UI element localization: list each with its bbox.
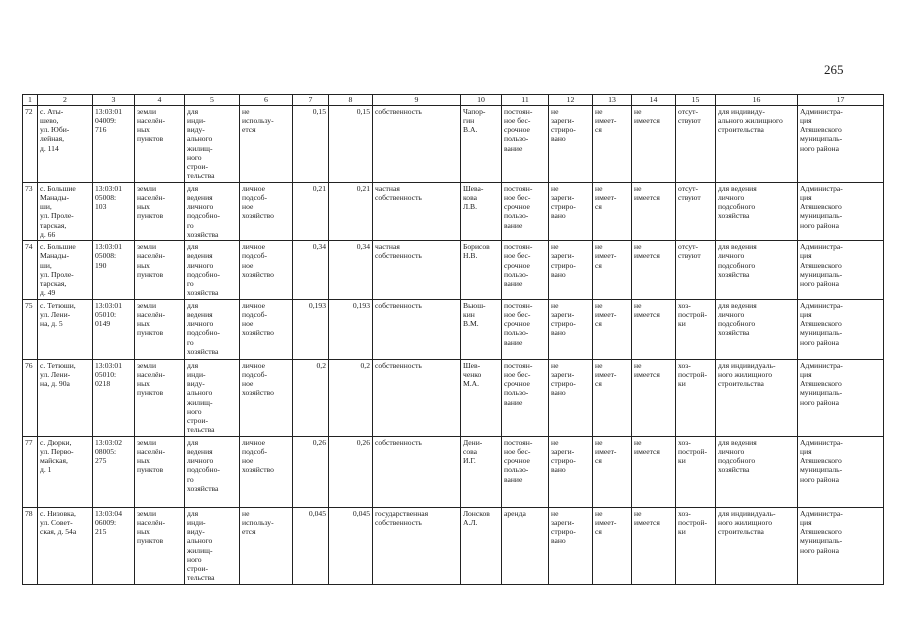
registration-cell: не зареги- стриро- вано [549, 241, 593, 300]
column-number: 14 [632, 95, 676, 106]
cadastral-number-cell: 13:03:01 05010: 0218 [93, 359, 135, 436]
address-cell: с. Тетюши, ул. Лени- на, д. 90а [38, 359, 93, 436]
permitted-use-cell: для инди- виду- ального жилищ- ного строи- тельства [185, 359, 240, 436]
address-cell: с. Тетюши, ул. Лени- на, д. 5 [38, 299, 93, 359]
restriction-cell: не имеется [632, 436, 676, 507]
ownership-form-cell: частная собственность [373, 241, 461, 300]
land-category-cell: земли населён- ных пунктов [135, 299, 185, 359]
administration-cell: Администра- ция Атяшевского муниципаль- ного района [798, 299, 884, 359]
registration-cell: не зареги- стриро- вано [549, 105, 593, 182]
actual-use-cell: не использу- ется [240, 105, 293, 182]
encumbrance-cell: не имеет- ся [593, 105, 632, 182]
row-number-cell: 78 [23, 507, 38, 584]
area-cell: 0,045 [329, 507, 373, 584]
row-number-cell: 72 [23, 105, 38, 182]
right-type-cell: аренда [502, 507, 549, 584]
permitted-use-cell: для инди- виду- ального жилищ- ного строи- тельства [185, 507, 240, 584]
address-cell: с. Большие Манады- ши, ул. Проле- тарская, д. 49 [38, 241, 93, 300]
restriction-cell: не имеется [632, 105, 676, 182]
area-cell: 0,34 [329, 241, 373, 300]
column-number: 10 [461, 95, 502, 106]
right-type-cell: постоян- ное бес- срочное пользо- вание [502, 241, 549, 300]
row-number-cell: 76 [23, 359, 38, 436]
area-cell: 0,045 [293, 507, 329, 584]
page-number: 265 [824, 62, 844, 77]
row-number-cell: 77 [23, 436, 38, 507]
land-category-cell: земли населён- ных пунктов [135, 241, 185, 300]
area-cell: 0,2 [293, 359, 329, 436]
buildings-cell: хоз- построй- ки [676, 359, 716, 436]
area-cell: 0,15 [293, 105, 329, 182]
column-number: 4 [135, 95, 185, 106]
purpose-cell: для ведения личного подсобного хозяйства [716, 241, 798, 300]
actual-use-cell: личное подсоб- ное хозяйство [240, 299, 293, 359]
encumbrance-cell: не имеет- ся [593, 299, 632, 359]
administration-cell: Администра- ция Атяшевского муниципаль- ного района [798, 359, 884, 436]
registration-cell: не зареги- стриро- вано [549, 182, 593, 241]
land-category-cell: земли населён- ных пунктов [135, 507, 185, 584]
registration-cell: не зареги- стриро- вано [549, 359, 593, 436]
right-type-cell: постоян- ное бес- срочное пользо- вание [502, 105, 549, 182]
address-cell: с. Низовка, ул. Совет- ская, д. 54а [38, 507, 93, 584]
column-number: 9 [373, 95, 461, 106]
ownership-form-cell: частная собственность [373, 182, 461, 241]
actual-use-cell: личное подсоб- ное хозяйство [240, 241, 293, 300]
restriction-cell: не имеется [632, 182, 676, 241]
ownership-form-cell: собственность [373, 359, 461, 436]
buildings-cell: отсут- ствуют [676, 182, 716, 241]
cadastral-number-cell: 13:03:01 05010: 0149 [93, 299, 135, 359]
column-number: 13 [593, 95, 632, 106]
area-cell: 0,34 [293, 241, 329, 300]
actual-use-cell: личное подсоб- ное хозяйство [240, 182, 293, 241]
holder-cell: Борисов Н.В. [461, 241, 502, 300]
encumbrance-cell: не имеет- ся [593, 241, 632, 300]
permitted-use-cell: для инди- виду- ального жилищ- ного строи- тельства [185, 105, 240, 182]
cadastral-number-cell: 13:03:01 05008: 190 [93, 241, 135, 300]
area-cell: 0,26 [329, 436, 373, 507]
address-cell: с. Дюрки, ул. Перво- майская, д. 1 [38, 436, 93, 507]
buildings-cell: хоз- построй- ки [676, 299, 716, 359]
ownership-form-cell: собственность [373, 105, 461, 182]
registration-cell: не зареги- стриро- вано [549, 507, 593, 584]
land-category-cell: земли населён- ных пунктов [135, 105, 185, 182]
area-cell: 0,193 [293, 299, 329, 359]
row-number-cell: 73 [23, 182, 38, 241]
right-type-cell: постоян- ное бес- срочное пользо- вание [502, 359, 549, 436]
permitted-use-cell: для ведения личного подсобно- го хозяйства [185, 182, 240, 241]
column-number: 17 [798, 95, 884, 106]
column-number-row [23, 95, 884, 106]
column-number: 6 [240, 95, 293, 106]
column-number: 12 [549, 95, 593, 106]
table-row [23, 241, 884, 300]
land-category-cell: земли населён- ных пунктов [135, 182, 185, 241]
ownership-form-cell: собственность [373, 299, 461, 359]
buildings-cell: хоз- построй- ки [676, 436, 716, 507]
area-cell: 0,21 [329, 182, 373, 241]
area-cell: 0,15 [329, 105, 373, 182]
ownership-form-cell: государственная собственность [373, 507, 461, 584]
right-type-cell: постоян- ное бес- срочное пользо- вание [502, 436, 549, 507]
table-row [23, 507, 884, 584]
area-cell: 0,26 [293, 436, 329, 507]
restriction-cell: не имеется [632, 507, 676, 584]
table-row [23, 105, 884, 182]
restriction-cell: не имеется [632, 241, 676, 300]
encumbrance-cell: не имеет- ся [593, 182, 632, 241]
administration-cell: Администра- ция Атяшевского муниципаль- ного района [798, 436, 884, 507]
encumbrance-cell: не имеет- ся [593, 507, 632, 584]
permitted-use-cell: для ведения личного подсобно- го хозяйства [185, 299, 240, 359]
right-type-cell: постоян- ное бес- срочное пользо- вание [502, 182, 549, 241]
table-row [23, 436, 884, 507]
address-cell: с. Аты- шево, ул. Юби- лейная, д. 114 [38, 105, 93, 182]
ownership-form-cell: собственность [373, 436, 461, 507]
column-number: 16 [716, 95, 798, 106]
column-number: 1 [23, 95, 38, 106]
actual-use-cell: не использу- ется [240, 507, 293, 584]
column-number: 11 [502, 95, 549, 106]
buildings-cell: отсут- ствуют [676, 105, 716, 182]
permitted-use-cell: для ведения личного подсобно- го хозяйства [185, 436, 240, 507]
holder-cell: Лонсков А.Л. [461, 507, 502, 584]
cadastral-number-cell: 13:03:01 05008: 103 [93, 182, 135, 241]
registration-cell: не зареги- стриро- вано [549, 436, 593, 507]
administration-cell: Администра- ция Атяшевского муниципаль- ного района [798, 241, 884, 300]
administration-cell: Администра- ция Атяшевского муниципаль- ного района [798, 507, 884, 584]
holder-cell: Вьюш- кин В.М. [461, 299, 502, 359]
cadastral-number-cell: 13:03:02 08005: 275 [93, 436, 135, 507]
right-type-cell: постоян- ное бес- срочное пользо- вание [502, 299, 549, 359]
restriction-cell: не имеется [632, 359, 676, 436]
column-number: 15 [676, 95, 716, 106]
registration-cell: не зареги- стриро- вано [549, 299, 593, 359]
cadastral-number-cell: 13:03:01 04009: 716 [93, 105, 135, 182]
row-number-cell: 75 [23, 299, 38, 359]
cadastral-number-cell: 13:03:04 06009: 215 [93, 507, 135, 584]
area-cell: 0,21 [293, 182, 329, 241]
purpose-cell: для ведения личного подсобного хозяйства [716, 182, 798, 241]
holder-cell: Дени- сова И.Г. [461, 436, 502, 507]
administration-cell: Администра- ция Атяшевского муниципаль- ного района [798, 182, 884, 241]
permitted-use-cell: для ведения личного подсобно- го хозяйства [185, 241, 240, 300]
purpose-cell: для ведения личного подсобного хозяйства [716, 436, 798, 507]
encumbrance-cell: не имеет- ся [593, 359, 632, 436]
encumbrance-cell: не имеет- ся [593, 436, 632, 507]
column-number: 7 [293, 95, 329, 106]
restriction-cell: не имеется [632, 299, 676, 359]
purpose-cell: для ведения личного подсобного хозяйства [716, 299, 798, 359]
land-category-cell: земли населён- ных пунктов [135, 436, 185, 507]
land-category-cell: земли населён- ных пунктов [135, 359, 185, 436]
purpose-cell: для индивиду- ального жилищного строительства [716, 105, 798, 182]
holder-cell: Шев- ченко М.А. [461, 359, 502, 436]
area-cell: 0,2 [329, 359, 373, 436]
column-number: 5 [185, 95, 240, 106]
address-cell: с. Большие Манады- ши, ул. Проле- тарская, д. 66 [38, 182, 93, 241]
holder-cell: Шева- кова Л.В. [461, 182, 502, 241]
column-number: 2 [38, 95, 93, 106]
purpose-cell: для индивидуаль- ного жилищного строительства [716, 359, 798, 436]
actual-use-cell: личное подсоб- ное хозяйство [240, 359, 293, 436]
buildings-cell: хоз- построй- ки [676, 507, 716, 584]
row-number-cell: 74 [23, 241, 38, 300]
administration-cell: Администра- ция Атяшевского муниципаль- ного района [798, 105, 884, 182]
buildings-cell: отсут- ствуют [676, 241, 716, 300]
actual-use-cell: личное подсоб- ное хозяйство [240, 436, 293, 507]
column-number: 8 [329, 95, 373, 106]
land-plots-table [22, 94, 884, 585]
column-number: 3 [93, 95, 135, 106]
purpose-cell: для индивидуаль- ного жилищного строительства [716, 507, 798, 584]
area-cell: 0,193 [329, 299, 373, 359]
table-row [23, 182, 884, 241]
table-row [23, 359, 884, 436]
holder-cell: Чапор- гин В.А. [461, 105, 502, 182]
table-row [23, 299, 884, 359]
